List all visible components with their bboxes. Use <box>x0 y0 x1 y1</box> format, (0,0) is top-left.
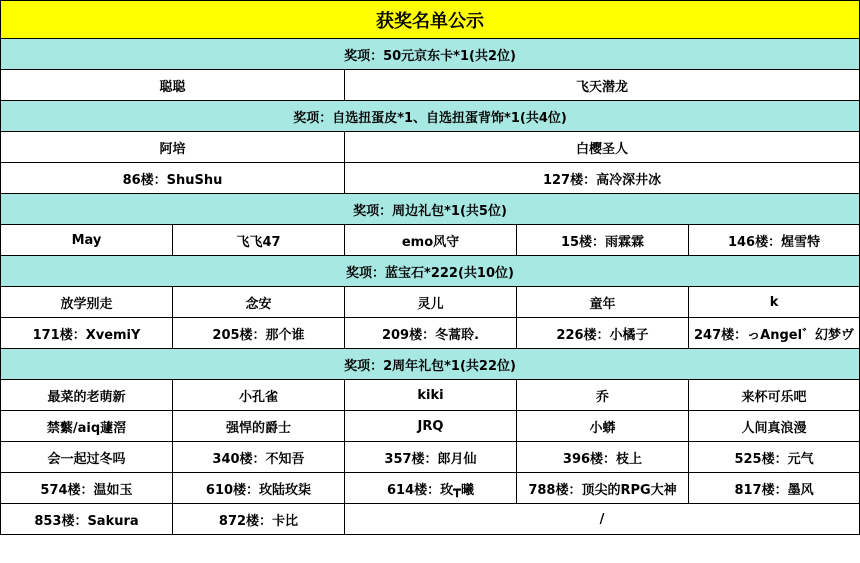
winner-row <box>1 318 860 349</box>
winner-cell: 205楼：那个谁 <box>173 318 345 349</box>
title-row <box>1 1 860 39</box>
winner-cell: JRQ <box>345 411 517 442</box>
sheet-title: 获奖名单公示 <box>1 1 860 39</box>
winner-row <box>1 163 860 194</box>
winner-cell: 226楼：小橘子 <box>517 318 689 349</box>
winner-cell: 247楼：っAngel゛幻梦ヴ <box>689 318 860 349</box>
winner-cell: 白樱圣人 <box>345 132 860 163</box>
winner-cell: May <box>1 225 173 256</box>
winner-cell: emo风守 <box>345 225 517 256</box>
winner-row <box>1 473 860 504</box>
winner-row <box>1 442 860 473</box>
winner-cell: 乔 <box>517 380 689 411</box>
winner-cell: 聪聪 <box>1 70 345 101</box>
winner-cell: 童年 <box>517 287 689 318</box>
winner-cell: 171楼：XvemiY <box>1 318 173 349</box>
winner-cell: 209楼：冬蒿聆. <box>345 318 517 349</box>
winner-cell: 817楼：墨风 <box>689 473 860 504</box>
winner-cell: 禁蘩/aiq蘧滘 <box>1 411 173 442</box>
empty-marker-cell: / <box>345 504 860 535</box>
winner-cell: 15楼：雨霖霖 <box>517 225 689 256</box>
winner-cell: 340楼：不知吾 <box>173 442 345 473</box>
winner-row <box>1 287 860 318</box>
award-header-merch-pack: 奖项：周边礼包*1(共5位) <box>1 194 860 225</box>
award-header-jd-card: 奖项：50元京东卡*1(共2位) <box>1 39 860 70</box>
winner-cell: 人间真浪漫 <box>689 411 860 442</box>
winner-cell: kiki <box>345 380 517 411</box>
winner-cell: 396楼：枝上 <box>517 442 689 473</box>
section-header-row <box>1 256 860 287</box>
winner-row <box>1 225 860 256</box>
winner-cell: 525楼：元气 <box>689 442 860 473</box>
winner-cell: 614楼：玫┳曦 <box>345 473 517 504</box>
winner-cell: 357楼：郎月仙 <box>345 442 517 473</box>
section-header-row <box>1 349 860 380</box>
winner-row <box>1 70 860 101</box>
winner-cell: 574楼：温如玉 <box>1 473 173 504</box>
winner-cell: 127楼：高冷深井冰 <box>345 163 860 194</box>
winner-cell: k <box>689 287 860 318</box>
winner-row <box>1 132 860 163</box>
winner-cell: 强悍的爵士 <box>173 411 345 442</box>
winner-cell: 灵儿 <box>345 287 517 318</box>
winner-cell: 飞天潜龙 <box>345 70 860 101</box>
award-header-anniversary-pack: 奖项：2周年礼包*1(共22位) <box>1 349 860 380</box>
winner-row <box>1 411 860 442</box>
winner-row <box>1 504 860 535</box>
winner-cell: 飞飞47 <box>173 225 345 256</box>
winner-cell: 放学别走 <box>1 287 173 318</box>
winner-cell: 872楼：卡比 <box>173 504 345 535</box>
award-header-gacha-skin: 奖项：自选扭蛋皮*1、自选扭蛋背饰*1(共4位) <box>1 101 860 132</box>
winner-cell: 146楼：煋雪特 <box>689 225 860 256</box>
section-header-row <box>1 101 860 132</box>
winner-cell: 小蟒 <box>517 411 689 442</box>
winner-cell: 853楼：Sakura <box>1 504 173 535</box>
winner-cell: 610楼：玫陆玫柒 <box>173 473 345 504</box>
section-header-row <box>1 194 860 225</box>
winner-row <box>1 380 860 411</box>
winner-cell: 会一起过冬吗 <box>1 442 173 473</box>
award-header-sapphire: 奖项：蓝宝石*222(共10位) <box>1 256 860 287</box>
winner-cell: 来杯可乐吧 <box>689 380 860 411</box>
winner-cell: 念安 <box>173 287 345 318</box>
winner-cell: 788楼：顶尖的RPG大神 <box>517 473 689 504</box>
winner-cell: 最菜的老萌新 <box>1 380 173 411</box>
winner-cell: 阿培 <box>1 132 345 163</box>
section-header-row <box>1 39 860 70</box>
winner-cell: 小孔雀 <box>173 380 345 411</box>
winner-cell: 86楼：ShuShu <box>1 163 345 194</box>
